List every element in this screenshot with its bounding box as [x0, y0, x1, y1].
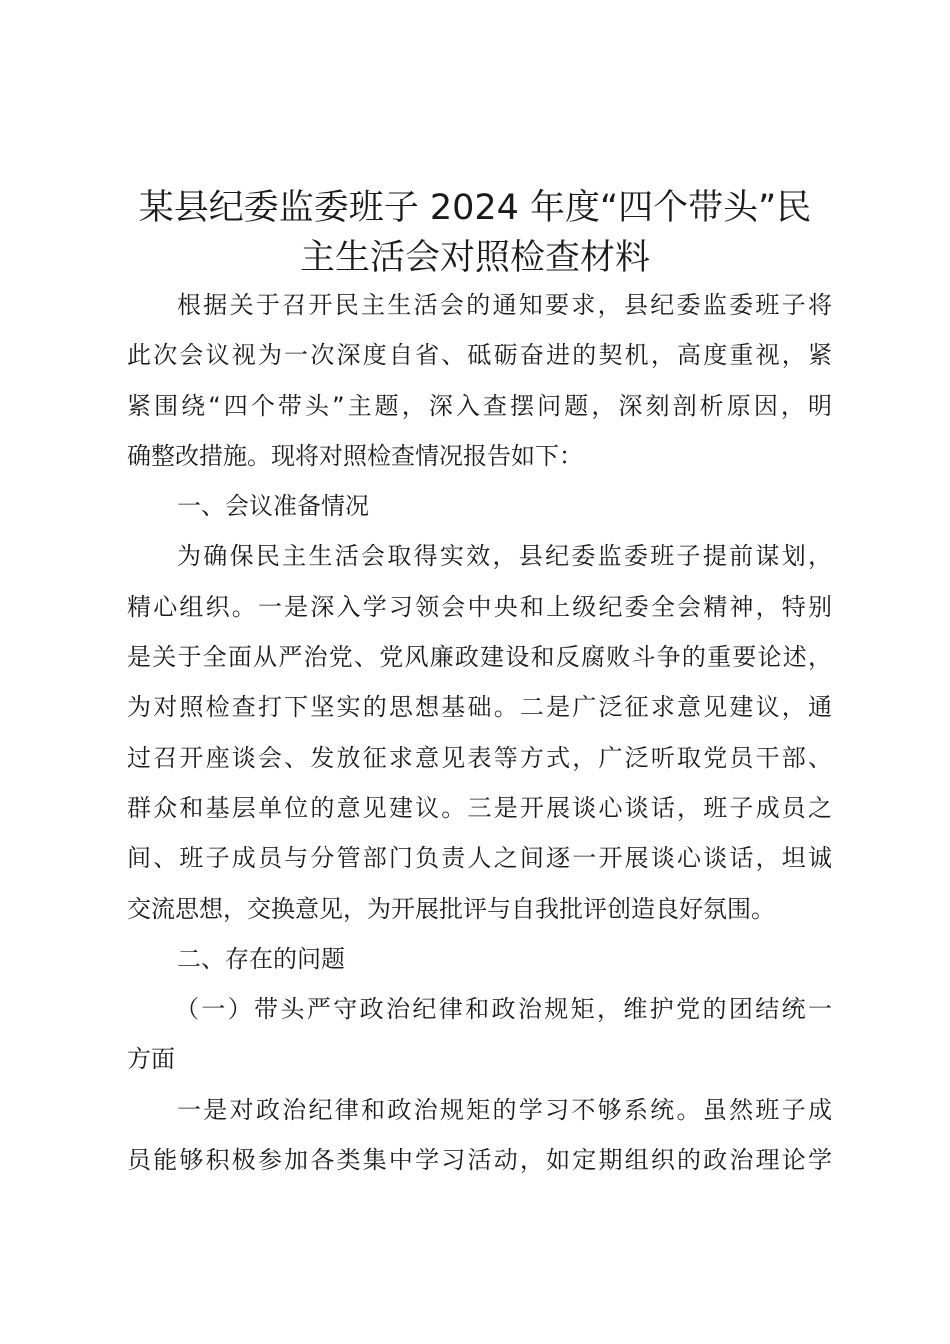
paragraph-line: 为确保民主生活会取得实效，县纪委监委班子提前谋划， [177, 542, 832, 571]
paragraph-line: 紧围绕“四个带头”主题，深入查摆问题，深刻剖析原因，明 [127, 391, 832, 420]
document-body [127, 280, 832, 1185]
paragraph-line: 为对照检查打下坚实的思想基础。二是广泛征求意见建议，通 [127, 693, 832, 722]
subsection-heading: （一）带头严守政治纪律和政治规矩，维护党的团结统一 [175, 995, 832, 1024]
document-title-line-2: 主生活会对照检查材料 [299, 238, 650, 278]
subsection-heading-continued: 方面 [127, 1045, 175, 1074]
paragraph-line: 员能够积极参加各类集中学习活动，如定期组织的政治理论学 [127, 1146, 832, 1175]
paragraph-line: 间、班子成员与分管部门负责人之间逐一开展谈心谈话，坦诚 [127, 844, 832, 873]
document-title-line-1: 某县纪委监委班子 2024 年度“四个带头”民 [138, 188, 812, 228]
section-heading: 一、会议准备情况 [177, 492, 369, 521]
paragraph-line: 过召开座谈会、发放征求意见表等方式，广泛听取党员干部、 [127, 743, 832, 772]
paragraph-line: 群众和基层单位的意见建议。三是开展谈心谈话，班子成员之 [127, 793, 832, 822]
paragraph-line: 精心组织。一是深入学习领会中央和上级纪委全会精神，特别 [127, 592, 832, 621]
paragraph-line: 交流思想，交换意见，为开展批评与自我批评创造良好氛围。 [127, 894, 775, 923]
section-heading: 二、存在的问题 [177, 944, 345, 973]
paragraph-line: 根据关于召开民主生活会的通知要求，县纪委监委班子将 [177, 291, 832, 319]
paragraph-line: 此次会议视为一次深度自省、砥砺奋进的契机，高度重视，紧 [127, 341, 832, 370]
paragraph-line: 是关于全面从严治党、党风廉政建设和反腐败斗争的重要论述， [127, 643, 832, 672]
paragraph-line: 一是对政治纪律和政治规矩的学习不够系统。虽然班子成 [177, 1095, 832, 1124]
paragraph-line: 确整改措施。现将对照检查情况报告如下： [127, 441, 583, 470]
